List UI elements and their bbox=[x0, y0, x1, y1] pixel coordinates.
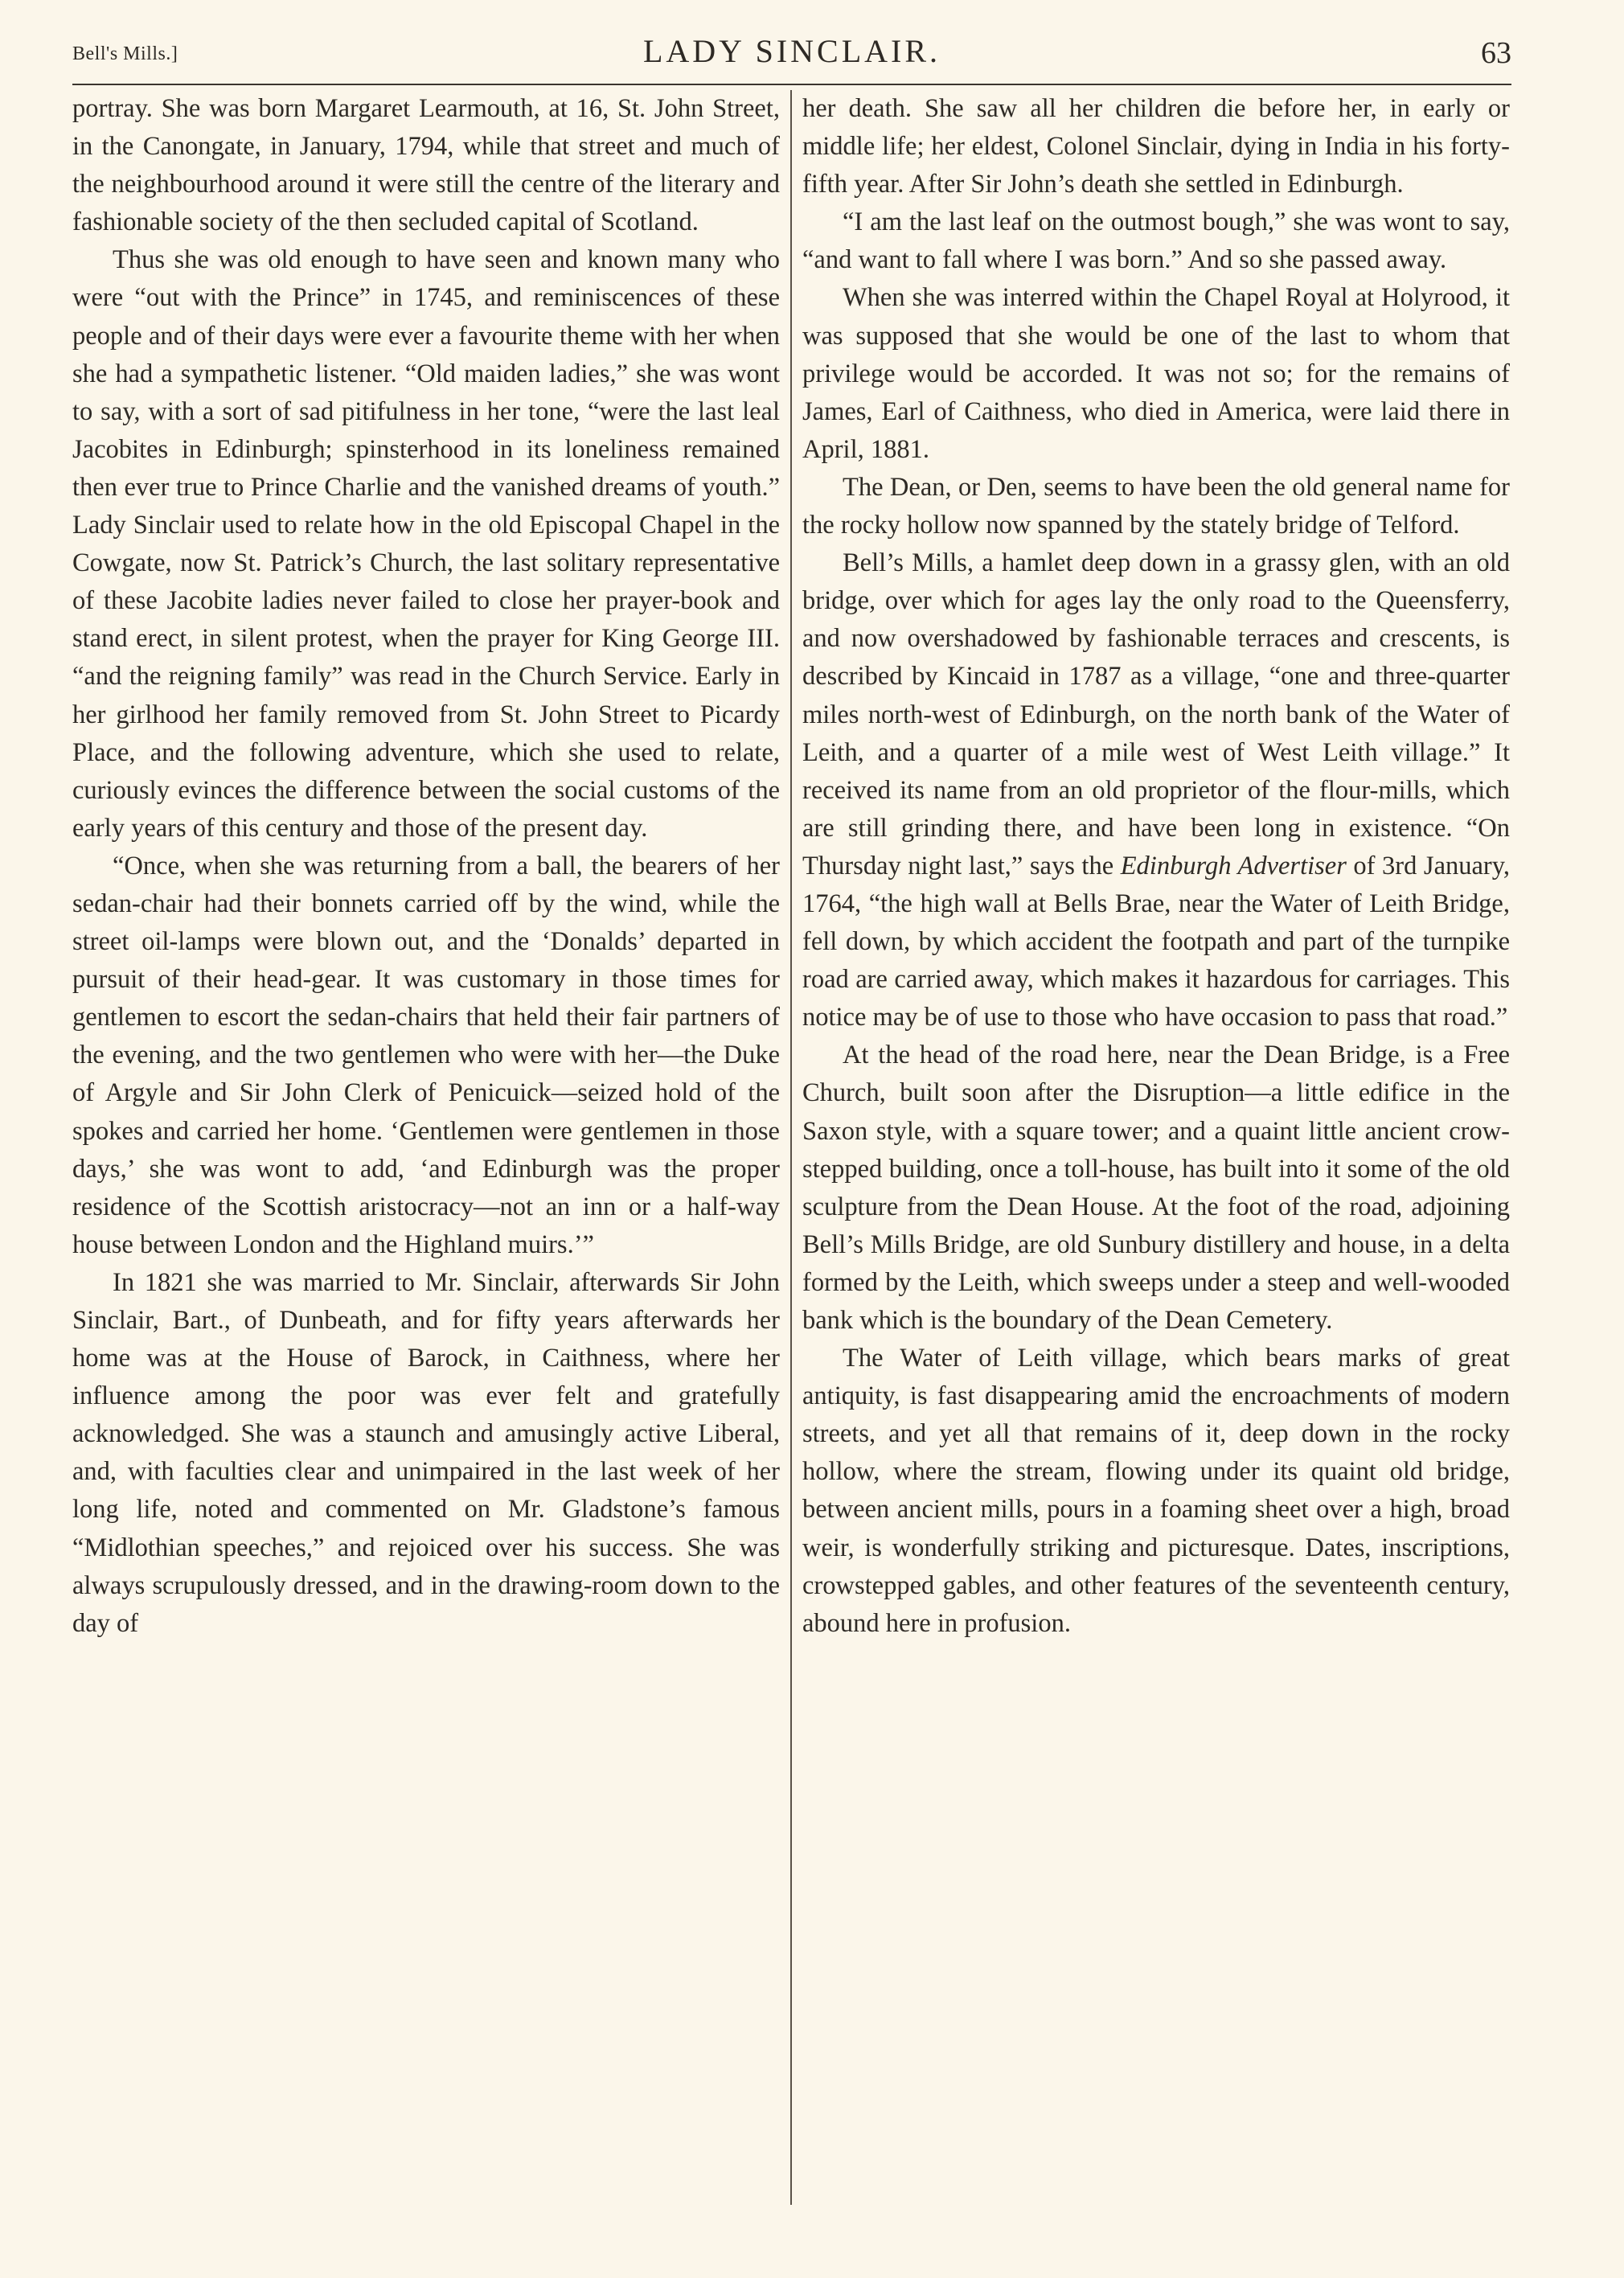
left-column bbox=[72, 90, 780, 1643]
paragraph bbox=[802, 544, 1510, 1036]
paragraph: The Water of Leith village, which bears marks of great antiquity, is fast disappearing amid the encroachments of modern streets, and yet all that remains of it, deep down in the rocky hollow, where the stream, flowing under its quaint old bridge, between ancient mills, pours in a foaming sheet over a high, broad weir, is wonderfully striking and picturesque. Dates, inscriptions, crowstepped gables, and other features of the seventeenth century, abound here in profusion. bbox=[802, 1344, 1510, 1638]
page-number: 63 bbox=[1481, 36, 1511, 70]
paragraph: her death. She saw all her children die before her, in early or middle life; her eldest, Colonel Sinclair, dying in India in his forty-fifth year. After Sir John’s death she settled in Edinburgh. bbox=[802, 94, 1510, 199]
paragraph: Thus she was old enough to have seen and known many who were “out with the Prince” in 1745, and reminiscences of these people and of their days were ever a favourite theme with her when she had a sympathetic listener. “Old maiden ladies,” she was wont to say, with a sort of sad pitifulness in her tone, “were the last leal Jacobites in Edinburgh; spinsterhood in its loneliness remained then ever true to Prince Charlie and the vanished dreams of youth.” Lady Sinclair used to relate how in the old Episcopal Chapel in the Cowgate, now St. Patrick’s Church, the last solitary representative of these Jacobite ladies never failed to close her prayer-book and stand erect, in silent protest, when the prayer for King George III. “and the reigning family” was read in the Church Service. Early in her girlhood her family removed from St. John Street to Picardy Place, and the following adventure, which she used to relate, curiously evinces the difference between the social customs of the early years of this century and those of the present day. bbox=[72, 245, 780, 843]
paragraph: “Once, when she was returning from a ball, the bearers of her sedan-chair had their bonnets carried off by the wind, while the street oil-lamps were blown out, and the ‘Donalds’ departed in pursuit of their head-gear. It was customary in those times for gentlemen to escort the sedan-chairs that held their fair partners of the evening, and the two gentlemen who were with her—the Duke of Argyle and Sir John Clerk of Penicuick—seized hold of the spokes and carried her home. ‘Gentlemen were gentlemen in those days,’ she was wont to add, ‘and Edinburgh was the proper residence of the Scottish aristocracy—not an inn or a half-way house between London and the Highland muirs.’” bbox=[72, 851, 780, 1259]
right-column bbox=[802, 90, 1510, 1643]
section-reference: Bell's Mills.] bbox=[72, 43, 178, 64]
paragraph: At the head of the road here, near the Dean Bridge, is a Free Church, built soon after the Disruption—a little edifice in the Saxon style, with a square tower; and a quaint little ancient crow-stepped building, once a toll-house, has built into it some of the old sculpture from the Dean House. At the foot of the road, adjoining Bell’s Mills Bridge, are old Sunbury distillery and house, in a delta formed by the Leith, which sweeps under a steep and well-wooded bank which is the boundary of the Dean Cemetery. bbox=[802, 1040, 1510, 1335]
paragraph: “I am the last leaf on the outmost bough,” she was wont to say, “and want to fall where I was born.” And so she passed away. bbox=[802, 207, 1510, 275]
paragraph: When she was interred within the Chapel Royal at Holyrood, it was supposed that she would be one of the last to whom that privilege would be accorded. It was not so; for the remains of James, Earl of Caithness, who died in America, were laid there in April, 1881. bbox=[802, 283, 1510, 464]
paragraph: The Dean, or Den, seems to have been the old general name for the rocky hollow now spanned by the stately bridge of Telford. bbox=[802, 472, 1510, 540]
paragraph: In 1821 she was married to Mr. Sinclair, afterwards Sir John Sinclair, Bart., of Dunbeath, and for fifty years afterwards her home was at the House of Barock, in Caithness, where her influence among the poor was ever felt and gratefully acknowledged. She was a staunch and amusingly active Liberal, and, with faculties clear and unimpaired in the last week of her long life, noted and commented on Mr. Gladstone’s famous “Midlothian speeches,” and rejoiced over his success. She was always scrupulously dressed, and in the drawing-room down to the day of bbox=[72, 1267, 780, 1638]
page-title: LADY SINCLAIR. bbox=[642, 33, 941, 69]
paragraph: portray. She was born Margaret Learmouth, at 16, St. John Street, in the Canongate, in January, 1794, while that street and much of the neighbourhood around it were still the centre of the literary and fashionable society of the then secluded capital of Scotland. bbox=[72, 94, 780, 237]
newspaper-title: Edinburgh Advertiser bbox=[1120, 851, 1347, 880]
header-rule bbox=[72, 84, 1511, 85]
column-divider bbox=[790, 90, 792, 2205]
running-head bbox=[72, 32, 1511, 80]
paragraph-text: of 3rd January, 1764, “the high wall at Bells Brae, near the Water of Leith Bridge, fell down, by which accident the footpath and part of the turnpike road are carried away, which makes it hazardous for carriages. This notice may be of use to those who have occasion to pass that road.” bbox=[802, 851, 1511, 1032]
paragraph-text: Bell’s Mills, a hamlet deep down in a grassy glen, with an old bridge, over which for ages lay the only road to the Queensferry, and now overshadowed by fashionable terraces and crescents, is described by Kincaid in 1787 as a village, “one and three-quarter miles north-west of Edinburgh, on the north bank of the Water of Leith, and a quarter of a mile west of West Leith village.” It received its name from an old proprietor of the flour-mills, which are still grinding there, and have been long in existence. “On Thursday night last,” says the bbox=[802, 548, 1510, 880]
